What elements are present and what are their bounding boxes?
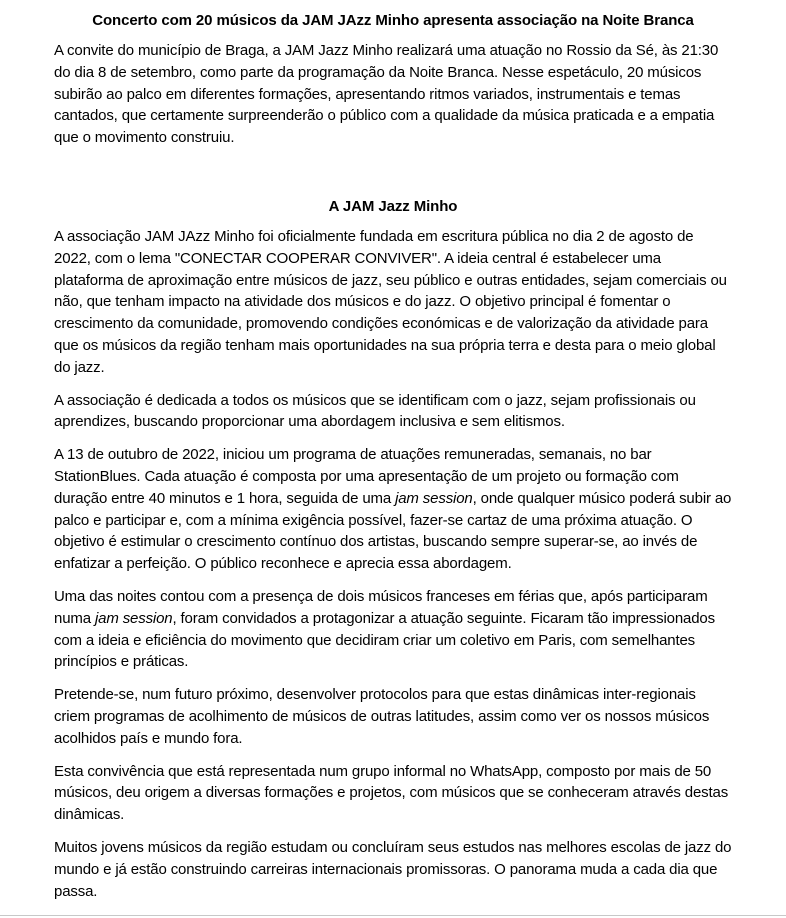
intro-paragraph: A convite do município de Braga, a JAM Jazz Minho realizará uma atuação no Rossio da Sé, às 21:30 do dia 8 de setembro, como parte da programação da Noite Branca. Nesse espetáculo, 20 músicos subirão ao palco em diferentes formações, apresentando ritmos variados, instrumentais e temas cantados, que certamente surpreenderão o público com a qualidade da música praticada e a empatia que o movimento construiu. <box>54 42 719 147</box>
paragraph-protocols: Pretende-se, num futuro próximo, desenvolver protocolos para que estas dinâmicas inter-regionais criem programas de acolhimento de músicos de outras latitudes, assim como ver os nossos músicos acolhidos país e mundo fora. <box>54 686 710 747</box>
paragraph-text: Uma das noites contou com a presença de dois músicos franceses em férias que, após participaram numa <box>54 587 708 627</box>
document-title: Concerto com 20 músicos da JAM JAzz Minho apresenta associação na Noite Branca <box>92 12 694 29</box>
paragraph-text: , onde qualquer músico poderá subir ao palco e participar e, com a mínima exigência possível, fazer-se cartaz de uma próxima atuação. O objetivo é estimular o crescimento contínuo dos artistas, buscando sempre superar-se, ao invés de enfatizar a perfeição. O público reconhece e aprecia essa abordagem. <box>54 489 732 573</box>
italic-term: jam session <box>395 489 473 507</box>
paragraph-text: A 13 de outubro de 2022, iniciou um programa de atuações remuneradas, semanais, no bar StationBlues. Cada atuação é composta por uma apresentação de um projeto ou formação com duração entre 40 minutos e 1 hora, seguida de uma <box>54 446 679 507</box>
section-title: A JAM Jazz Minho <box>328 197 458 215</box>
paragraph-performances <box>54 444 732 575</box>
paragraph-text: , foram convidados a protagonizar a atuação seguinte. Ficaram tão impressionados com a ideia e eficiência do movimento que decidiram criar um coletivo em Paris, com semelhantes princípios e práticas. <box>54 609 715 671</box>
paragraph-foundation: A associação JAM JAzz Minho foi oficialmente fundada em escritura pública no dia 2 de agosto de 2022, com o lema "CONECTAR COOPERAR CONVIVER". A ideia central é estabelecer uma plataforma de aproximação entre músicos de jazz, seu público e outras entidades, sejam comerciais ou não, que tenham impacto na atividade dos músicos e do jazz. O objetivo principal é fomentar o crescimento da comunidade, promovendo condições económicas e de valorização da atividade para que os músicos da região tenham mais oportunidades na sua própria terra e desta para o meio global do jazz. <box>54 227 727 376</box>
italic-term: jam session <box>94 609 173 627</box>
page-bottom-divider <box>0 915 786 916</box>
paragraph-whatsapp: Esta convivência que está representada num grupo informal no WhatsApp, composto por mais de 50 músicos, deu origem a diversas formações e projetos, com músicos que se conheceram através destas dinâmicas. <box>54 762 729 824</box>
paragraph-audience: A associação é dedicada a todos os músicos que se identificam com o jazz, sejam profissionais ou aprendizes, buscando proporcionar uma abordagem inclusiva e sem elitismos. <box>54 391 696 431</box>
paragraph-french-musicians <box>54 586 732 673</box>
paragraph-young-musicians: Muitos jovens músicos da região estudam ou concluíram seus estudos nas melhores escolas de jazz do mundo e já estão construindo carreiras internacionais promissoras. O panorama muda a cada dia que passa. <box>54 838 732 900</box>
